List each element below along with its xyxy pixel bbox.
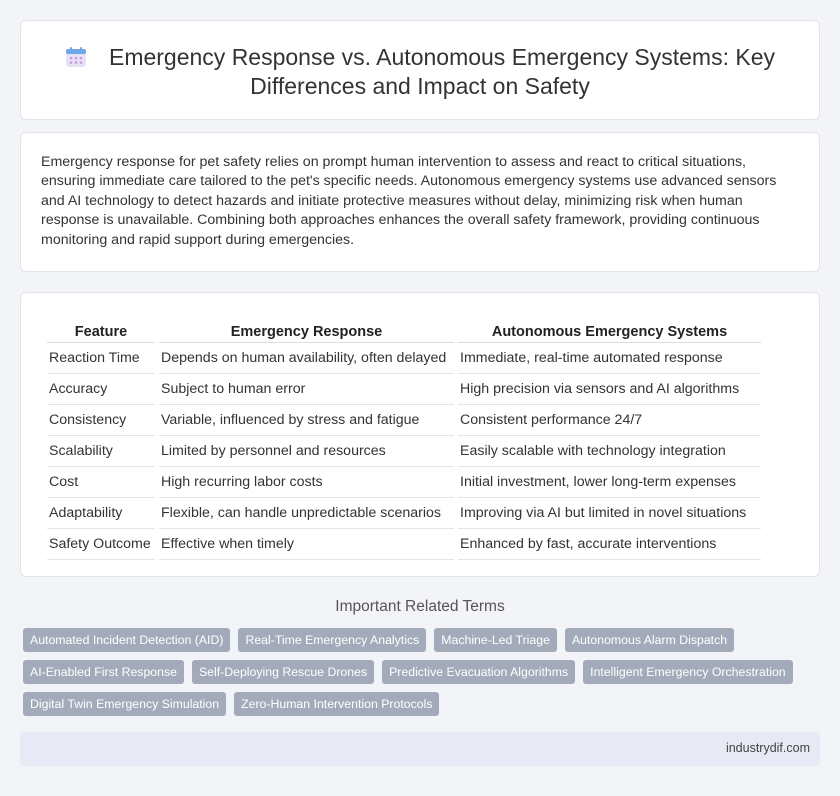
footer [20,732,820,766]
table-row [47,374,761,405]
related-tag[interactable]: Intelligent Emergency Orchestration [583,660,792,684]
cell-autonomous: Immediate, real-time automated response [458,343,761,374]
table-row [47,436,761,467]
related-tag[interactable]: Autonomous Alarm Dispatch [565,628,734,652]
comparison-table [43,315,765,560]
related-tag[interactable]: AI-Enabled First Response [23,660,184,684]
page-title [21,43,819,101]
related-tag[interactable]: Digital Twin Emergency Simulation [23,692,226,716]
cell-emergency: Variable, influenced by stress and fatigue [159,405,454,436]
cell-feature: Reaction Time [47,343,155,374]
cell-autonomous: Easily scalable with technology integration [458,436,761,467]
cell-feature: Adaptability [47,498,155,529]
footer-site-link[interactable]: industrydif.com [725,741,810,755]
cell-feature: Safety Outcome [47,529,155,560]
related-tag[interactable]: Machine-Led Triage [434,628,557,652]
header-emergency-response: Emergency Response [159,315,454,343]
intro-text: Emergency response for pet safety relies on prompt human intervention to assess and react to critical situations, ensuring immediate care tailored to the pet's specific needs. Autonomous emergency systems use advanced sensors and AI technology to detect hazards and initiate protective measures without delay, minimizing risk when human response is unavailable. Combining both approaches enhances the overall safety framework, providing continuous monitoring and rapid support during emergencies. [41,154,777,248]
header-feature: Feature [47,315,155,343]
cell-emergency: Effective when timely [159,529,454,560]
header-card [20,20,820,120]
table-row [47,405,761,436]
cell-emergency: High recurring labor costs [159,467,454,498]
cell-emergency: Limited by personnel and resources [159,436,454,467]
header-autonomous-systems: Autonomous Emergency Systems [458,315,761,343]
intro-card [20,132,820,272]
table-row [47,498,761,529]
calendar-icon [65,46,87,68]
comparison-card [20,292,820,577]
related-tag[interactable]: Automated Incident Detection (AID) [23,628,230,652]
related-tag[interactable]: Real-Time Emergency Analytics [238,628,426,652]
table-row [47,343,761,374]
table-header-row [47,315,761,343]
title-line-2: Differences and Impact on Safety [250,73,590,99]
cell-feature: Scalability [47,436,155,467]
cell-feature: Accuracy [47,374,155,405]
related-tag[interactable]: Zero-Human Intervention Protocols [234,692,439,716]
cell-feature: Cost [47,467,155,498]
cell-autonomous: Enhanced by fast, accurate interventions [458,529,761,560]
cell-autonomous: Initial investment, lower long-term expenses [458,467,761,498]
cell-autonomous: High precision via sensors and AI algorithms [458,374,761,405]
related-terms-tags [23,628,803,724]
title-line-1: Emergency Response vs. Autonomous Emergency Systems: Key [108,44,776,70]
cell-autonomous: Consistent performance 24/7 [458,405,761,436]
cell-autonomous: Improving via AI but limited in novel situations [458,498,761,529]
related-tag[interactable]: Self-Deploying Rescue Drones [192,660,374,684]
cell-emergency: Flexible, can handle unpredictable scenarios [159,498,454,529]
cell-emergency: Subject to human error [159,374,454,405]
cell-emergency: Depends on human availability, often delayed [159,343,454,374]
table-row [47,467,761,498]
related-terms-title: Important Related Terms [335,598,505,615]
related-tag[interactable]: Predictive Evacuation Algorithms [382,660,575,684]
cell-feature: Consistency [47,405,155,436]
table-row [47,529,761,560]
